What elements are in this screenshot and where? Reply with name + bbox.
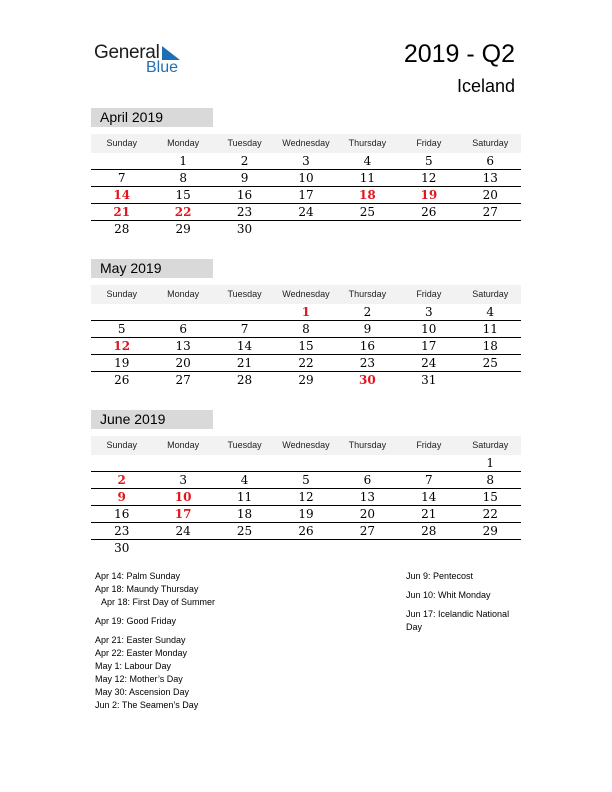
day-cell: 1 bbox=[486, 456, 495, 470]
month-label: June 2019 bbox=[91, 410, 213, 429]
weekday-friday: Friday bbox=[416, 138, 442, 148]
holiday-item: Jun 10: Whit Monday bbox=[406, 590, 491, 600]
day-cell: 23 bbox=[359, 356, 376, 370]
week-row bbox=[91, 221, 521, 237]
empty-day-cell bbox=[91, 153, 152, 169]
week-row bbox=[91, 304, 521, 321]
day-cell: 31 bbox=[421, 373, 437, 387]
day-cell: 22 bbox=[298, 356, 314, 370]
empty-day-cell bbox=[275, 221, 336, 237]
day-cell: 20 bbox=[175, 356, 191, 370]
logo bbox=[94, 42, 194, 78]
empty-day-cell bbox=[460, 221, 521, 237]
day-cell: 17 bbox=[174, 507, 192, 521]
week-row bbox=[91, 153, 521, 170]
day-cell: 26 bbox=[298, 524, 314, 538]
day-cell: 20 bbox=[359, 507, 376, 521]
holiday-item: Jun 9: Pentecost bbox=[406, 571, 474, 581]
week-row bbox=[91, 472, 521, 489]
week-row bbox=[91, 170, 521, 187]
weekday-wednesday: Wednesday bbox=[282, 289, 330, 299]
logo-flag-icon bbox=[160, 46, 180, 60]
week-row bbox=[91, 355, 521, 372]
day-cell: 6 bbox=[363, 473, 372, 487]
weekday-wednesday: Wednesday bbox=[282, 440, 330, 450]
day-cell: 15 bbox=[175, 188, 191, 202]
day-cell: 28 bbox=[421, 524, 437, 538]
empty-day-cell bbox=[398, 540, 459, 556]
empty-day-cell bbox=[91, 304, 152, 320]
empty-day-cell bbox=[460, 372, 521, 388]
month-grid bbox=[91, 153, 521, 237]
week-row bbox=[91, 187, 521, 204]
day-cell: 18 bbox=[236, 507, 253, 521]
logo-general-text: General bbox=[94, 42, 160, 63]
week-row bbox=[91, 489, 521, 506]
day-cell: 23 bbox=[114, 524, 130, 538]
weekday-header bbox=[91, 285, 521, 304]
day-cell: 29 bbox=[175, 222, 191, 236]
week-row bbox=[91, 523, 521, 540]
empty-day-cell bbox=[214, 455, 275, 471]
day-cell: 4 bbox=[240, 473, 249, 487]
day-cell: 27 bbox=[175, 373, 191, 387]
day-cell: 16 bbox=[236, 188, 253, 202]
weekday-monday: Monday bbox=[167, 138, 200, 148]
week-row bbox=[91, 321, 521, 338]
day-cell: 29 bbox=[482, 524, 498, 538]
day-cell: 15 bbox=[482, 490, 498, 504]
day-cell: 2 bbox=[363, 305, 372, 319]
empty-day-cell bbox=[337, 540, 398, 556]
country-name: Iceland bbox=[456, 76, 515, 96]
day-cell: 8 bbox=[486, 473, 495, 487]
day-cell: 22 bbox=[482, 507, 498, 521]
holiday-item: Apr 19: Good Friday bbox=[95, 616, 177, 626]
day-cell: 3 bbox=[179, 473, 187, 487]
weekday-saturday: Saturday bbox=[472, 289, 509, 299]
day-cell: 11 bbox=[359, 171, 376, 185]
day-cell: 3 bbox=[425, 305, 433, 319]
empty-day-cell bbox=[152, 540, 213, 556]
day-cell: 24 bbox=[421, 356, 437, 370]
day-cell: 17 bbox=[298, 188, 314, 202]
month-may bbox=[91, 259, 521, 388]
day-cell: 5 bbox=[117, 322, 126, 336]
weekday-thursday: Thursday bbox=[348, 138, 387, 148]
day-cell: 4 bbox=[486, 305, 495, 319]
day-cell: 30 bbox=[236, 222, 253, 236]
empty-day-cell bbox=[275, 540, 336, 556]
page-title: 2019 - Q2 bbox=[403, 40, 515, 68]
weekday-friday: Friday bbox=[416, 289, 442, 299]
month-grid bbox=[91, 455, 521, 556]
holiday-item: Apr 18: Maundy Thursday bbox=[95, 584, 199, 594]
holiday-list-left bbox=[95, 570, 215, 712]
weekday-tuesday: Tuesday bbox=[227, 289, 262, 299]
empty-day-cell bbox=[214, 540, 275, 556]
holiday-item: May 12: Mother’s Day bbox=[95, 674, 183, 684]
empty-day-cell bbox=[337, 221, 398, 237]
week-row bbox=[91, 204, 521, 221]
weekday-sunday: Sunday bbox=[106, 289, 137, 299]
day-cell: 18 bbox=[482, 339, 498, 353]
month-april bbox=[91, 108, 521, 237]
weekday-header bbox=[91, 436, 521, 455]
weekday-tuesday: Tuesday bbox=[227, 440, 262, 450]
day-cell: 25 bbox=[236, 524, 253, 538]
holiday-item: Apr 22: Easter Monday bbox=[95, 648, 188, 658]
day-cell: 8 bbox=[302, 322, 310, 336]
day-cell: 10 bbox=[298, 171, 314, 185]
empty-day-cell bbox=[398, 221, 459, 237]
day-cell: 25 bbox=[359, 205, 376, 219]
day-cell: 26 bbox=[421, 205, 437, 219]
day-cell: 12 bbox=[298, 490, 314, 504]
day-cell: 25 bbox=[482, 356, 498, 370]
holiday-list-right bbox=[406, 570, 516, 634]
day-cell: 9 bbox=[363, 322, 372, 336]
day-cell: 21 bbox=[113, 205, 131, 219]
empty-day-cell bbox=[398, 455, 459, 471]
weekday-sunday: Sunday bbox=[106, 440, 137, 450]
weekday-thursday: Thursday bbox=[348, 289, 387, 299]
holiday-item: May 1: Labour Day bbox=[95, 661, 172, 671]
week-row bbox=[91, 506, 521, 523]
day-cell: 18 bbox=[359, 188, 376, 202]
week-row bbox=[91, 455, 521, 472]
day-cell: 10 bbox=[421, 322, 437, 336]
day-cell: 3 bbox=[302, 154, 310, 168]
day-cell: 24 bbox=[175, 524, 191, 538]
week-row bbox=[91, 372, 521, 388]
day-cell: 5 bbox=[425, 154, 433, 168]
day-cell: 11 bbox=[482, 322, 498, 336]
day-cell: 26 bbox=[114, 373, 130, 387]
day-cell: 7 bbox=[240, 322, 249, 336]
weekday-header bbox=[91, 134, 521, 153]
day-cell: 27 bbox=[359, 524, 376, 538]
day-cell: 1 bbox=[179, 154, 187, 168]
week-row bbox=[91, 540, 521, 556]
day-cell: 19 bbox=[298, 507, 314, 521]
day-cell: 12 bbox=[113, 339, 131, 353]
weekday-thursday: Thursday bbox=[348, 440, 387, 450]
weekday-saturday: Saturday bbox=[472, 138, 509, 148]
day-cell: 16 bbox=[114, 507, 130, 521]
day-cell: 7 bbox=[425, 473, 433, 487]
day-cell: 19 bbox=[420, 188, 438, 202]
day-cell: 28 bbox=[114, 222, 130, 236]
empty-day-cell bbox=[152, 304, 213, 320]
day-cell: 13 bbox=[175, 339, 191, 353]
day-cell: 10 bbox=[174, 490, 192, 504]
day-cell: 14 bbox=[421, 490, 437, 504]
empty-day-cell bbox=[152, 455, 213, 471]
logo-blue-text: Blue bbox=[146, 59, 179, 76]
day-cell: 6 bbox=[179, 322, 187, 336]
weekday-saturday: Saturday bbox=[472, 440, 509, 450]
day-cell: 30 bbox=[114, 541, 130, 555]
empty-day-cell bbox=[91, 455, 152, 471]
day-cell: 2 bbox=[117, 473, 126, 487]
empty-day-cell bbox=[337, 455, 398, 471]
day-cell: 13 bbox=[359, 490, 376, 504]
day-cell: 21 bbox=[421, 507, 437, 521]
day-cell: 19 bbox=[114, 356, 130, 370]
weekday-sunday: Sunday bbox=[106, 138, 137, 148]
day-cell: 9 bbox=[240, 171, 249, 185]
day-cell: 16 bbox=[359, 339, 376, 353]
empty-day-cell bbox=[214, 304, 275, 320]
day-cell: 27 bbox=[482, 205, 498, 219]
day-cell: 6 bbox=[486, 154, 495, 168]
weekday-monday: Monday bbox=[167, 440, 200, 450]
month-june bbox=[91, 410, 521, 556]
day-cell: 22 bbox=[174, 205, 192, 219]
week-row bbox=[91, 338, 521, 355]
weekday-tuesday: Tuesday bbox=[227, 138, 262, 148]
empty-day-cell bbox=[460, 540, 521, 556]
day-cell: 28 bbox=[236, 373, 253, 387]
day-cell: 29 bbox=[298, 373, 314, 387]
day-cell: 11 bbox=[236, 490, 253, 504]
holiday-item: Apr 18: First Day of Summer bbox=[101, 597, 216, 607]
day-cell: 14 bbox=[113, 188, 131, 202]
month-label: May 2019 bbox=[91, 259, 213, 278]
day-cell: 21 bbox=[236, 356, 253, 370]
month-grid bbox=[91, 304, 521, 388]
day-cell: 30 bbox=[359, 373, 376, 387]
holiday-item: Apr 21: Easter Sunday bbox=[95, 635, 186, 645]
weekday-wednesday: Wednesday bbox=[282, 138, 330, 148]
holiday-item: Jun 17: Icelandic National Day bbox=[406, 609, 510, 632]
day-cell: 2 bbox=[240, 154, 249, 168]
holiday-item: Apr 14: Palm Sunday bbox=[95, 571, 181, 581]
day-cell: 9 bbox=[117, 490, 126, 504]
holiday-item: Jun 2: The Seamen’s Day bbox=[95, 700, 199, 710]
empty-day-cell bbox=[275, 455, 336, 471]
day-cell: 4 bbox=[363, 154, 372, 168]
day-cell: 14 bbox=[236, 339, 253, 353]
weekday-monday: Monday bbox=[167, 289, 200, 299]
day-cell: 17 bbox=[421, 339, 437, 353]
day-cell: 8 bbox=[179, 171, 187, 185]
day-cell: 23 bbox=[236, 205, 253, 219]
day-cell: 15 bbox=[298, 339, 314, 353]
day-cell: 5 bbox=[302, 473, 310, 487]
day-cell: 20 bbox=[482, 188, 498, 202]
month-label: April 2019 bbox=[91, 108, 213, 127]
holiday-item: May 30: Ascension Day bbox=[95, 687, 190, 697]
day-cell: 24 bbox=[298, 205, 314, 219]
day-cell: 1 bbox=[301, 305, 311, 319]
weekday-friday: Friday bbox=[416, 440, 442, 450]
day-cell: 13 bbox=[482, 171, 498, 185]
day-cell: 12 bbox=[421, 171, 437, 185]
day-cell: 7 bbox=[117, 171, 126, 185]
